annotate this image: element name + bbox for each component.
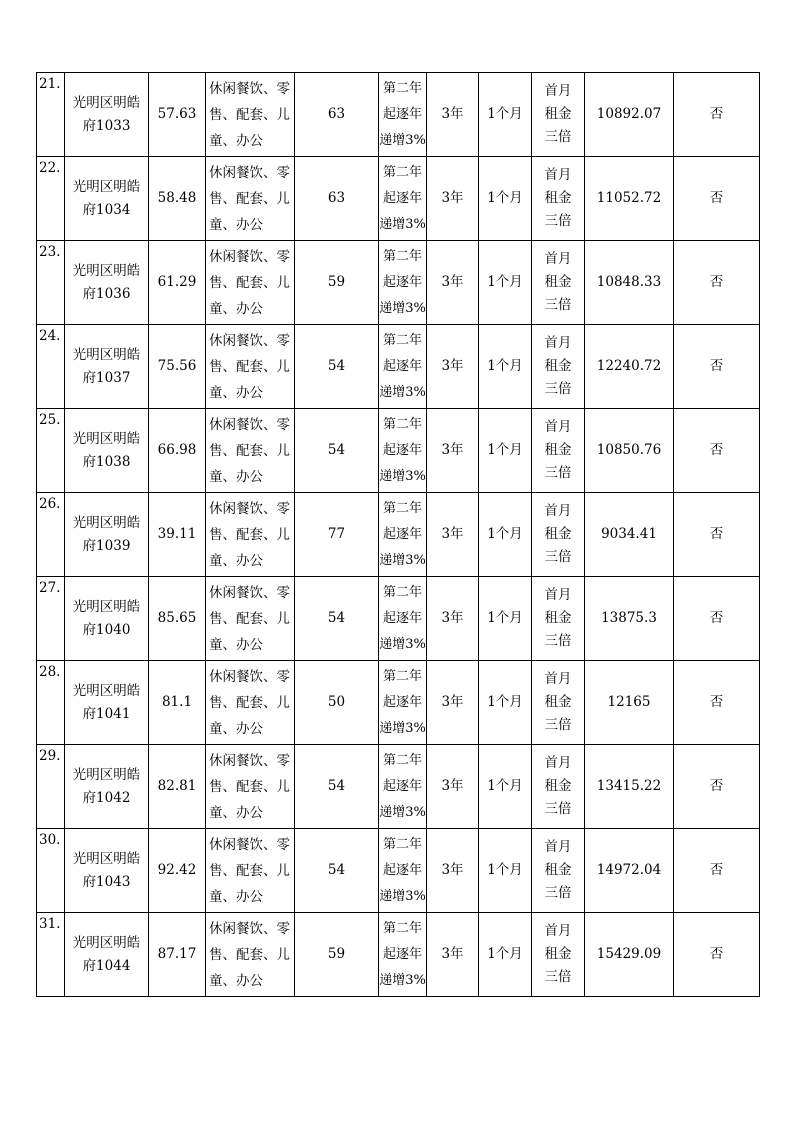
area-value: 82.81 [157,778,197,794]
usage-text: 休闲餐饮、零售、配套、儿童、办公 [209,836,290,905]
increase-cell [379,157,427,241]
row-index: 26. [39,496,61,512]
monthly-rent: 10850.76 [596,442,662,458]
row-index: 30. [39,832,61,848]
table-row [37,913,760,997]
unit-name: 光明区明皓府1040 [72,598,141,638]
area-cell [149,745,206,829]
deposit-text: 首月租金三倍 [544,419,572,481]
unit-price: 63 [327,190,346,206]
area-cell [149,577,206,661]
deposit-text: 首月租金三倍 [544,923,572,985]
term-cell [427,913,479,997]
unit-price-cell [295,829,379,913]
monthly-rent: 12165 [607,694,651,710]
unit-name-cell [65,493,149,577]
unit-name-cell [65,73,149,157]
unit-name-cell [65,409,149,493]
unit-name-cell [65,745,149,829]
increase-text: 第二年起逐年递增3% [379,416,426,484]
unit-name-cell [65,661,149,745]
usage-cell [206,157,295,241]
unit-price: 54 [327,358,346,374]
increase-text: 第二年起逐年递增3% [379,584,426,652]
deposit-cell [532,829,585,913]
row-index-cell [37,409,65,493]
monthly-rent-cell [585,661,674,745]
monthly-rent: 13875.3 [601,610,657,626]
area-value: 81.1 [161,694,193,710]
free-period-cell [479,829,532,913]
deposit-cell [532,409,585,493]
free-period: 1个月 [487,106,523,122]
row-index-cell [37,325,65,409]
increase-text: 第二年起逐年递增3% [379,752,426,820]
increase-text: 第二年起逐年递增3% [379,668,426,736]
row-index-cell [37,745,65,829]
monthly-rent-cell [585,913,674,997]
free-period: 1个月 [487,358,523,374]
table-row [37,157,760,241]
unit-price-cell [295,493,379,577]
deposit-cell [532,73,585,157]
term-cell [427,409,479,493]
free-period: 1个月 [487,190,523,206]
flag-value: 否 [709,526,724,542]
deposit-cell [532,577,585,661]
free-period: 1个月 [487,694,523,710]
row-index: 28. [39,664,61,680]
area-value: 92.42 [157,862,197,878]
monthly-rent: 14972.04 [596,862,662,878]
row-index-cell [37,829,65,913]
increase-text: 第二年起逐年递增3% [379,164,426,232]
monthly-rent-cell [585,73,674,157]
monthly-rent: 12240.72 [596,358,662,374]
unit-price-cell [295,73,379,157]
deposit-text: 首月租金三倍 [544,671,572,733]
increase-cell [379,73,427,157]
deposit-text: 首月租金三倍 [544,83,572,145]
unit-name-cell [65,577,149,661]
usage-text: 休闲餐饮、零售、配套、儿童、办公 [209,248,290,317]
usage-cell [206,325,295,409]
free-period: 1个月 [487,778,523,794]
term-cell [427,157,479,241]
monthly-rent-cell [585,745,674,829]
term-cell [427,325,479,409]
unit-name: 光明区明皓府1044 [72,934,141,974]
unit-price-cell [295,409,379,493]
row-index: 27. [39,580,61,596]
monthly-rent: 11052.72 [596,190,662,206]
free-period-cell [479,913,532,997]
usage-text: 休闲餐饮、零售、配套、儿童、办公 [209,668,290,737]
monthly-rent-cell [585,325,674,409]
table-row [37,73,760,157]
flag-value: 否 [709,274,724,290]
unit-price: 63 [327,106,346,122]
area-cell [149,241,206,325]
row-index-cell [37,73,65,157]
unit-name: 光明区明皓府1036 [72,262,141,302]
unit-price-cell [295,745,379,829]
increase-cell [379,325,427,409]
unit-name-cell [65,913,149,997]
monthly-rent-cell [585,241,674,325]
area-cell [149,73,206,157]
increase-cell [379,493,427,577]
row-index: 23. [39,244,61,260]
usage-cell [206,409,295,493]
flag-value: 否 [709,862,724,878]
table-row [37,409,760,493]
usage-text: 休闲餐饮、零售、配套、儿童、办公 [209,752,290,821]
lease-term: 3年 [441,862,464,878]
table-row [37,829,760,913]
lease-term: 3年 [441,442,464,458]
unit-price: 50 [327,694,346,710]
unit-price: 54 [327,610,346,626]
unit-name: 光明区明皓府1042 [72,766,141,806]
flag-cell [674,577,760,661]
usage-cell [206,661,295,745]
table-row [37,577,760,661]
usage-cell [206,913,295,997]
unit-name-cell [65,829,149,913]
deposit-text: 首月租金三倍 [544,251,572,313]
increase-cell [379,913,427,997]
unit-name: 光明区明皓府1043 [72,850,141,890]
increase-text: 第二年起逐年递增3% [379,80,426,148]
lease-term: 3年 [441,946,464,962]
unit-price: 54 [327,442,346,458]
monthly-rent: 9034.41 [601,526,657,542]
row-index: 31. [39,916,61,932]
increase-cell [379,661,427,745]
usage-cell [206,829,295,913]
free-period-cell [479,157,532,241]
increase-cell [379,241,427,325]
area-value: 61.29 [157,274,197,290]
row-index-cell [37,157,65,241]
increase-text: 第二年起逐年递增3% [379,836,426,904]
lease-term: 3年 [441,694,464,710]
monthly-rent: 10892.07 [596,106,662,122]
monthly-rent-cell [585,829,674,913]
row-index-cell [37,241,65,325]
increase-cell [379,829,427,913]
unit-price-cell [295,157,379,241]
area-cell [149,409,206,493]
flag-value: 否 [709,610,724,626]
usage-cell [206,73,295,157]
area-cell [149,661,206,745]
row-index-cell [37,577,65,661]
lease-term: 3年 [441,106,464,122]
deposit-text: 首月租金三倍 [544,755,572,817]
term-cell [427,493,479,577]
deposit-text: 首月租金三倍 [544,335,572,397]
free-period: 1个月 [487,442,523,458]
free-period-cell [479,745,532,829]
monthly-rent-cell [585,157,674,241]
unit-name: 光明区明皓府1033 [72,94,141,134]
unit-price-cell [295,577,379,661]
term-cell [427,241,479,325]
table-row [37,493,760,577]
usage-cell [206,241,295,325]
term-cell [427,577,479,661]
free-period: 1个月 [487,946,523,962]
free-period-cell [479,73,532,157]
monthly-rent: 10848.33 [596,274,662,290]
unit-price: 77 [327,526,346,542]
row-index: 25. [39,412,61,428]
row-index: 21. [39,76,61,92]
table-row [37,661,760,745]
lease-listing-table [36,72,760,997]
row-index-cell [37,913,65,997]
flag-value: 否 [709,106,724,122]
deposit-cell [532,493,585,577]
lease-term: 3年 [441,274,464,290]
increase-text: 第二年起逐年递增3% [379,332,426,400]
free-period-cell [479,661,532,745]
term-cell [427,73,479,157]
table-row [37,241,760,325]
row-index: 24. [39,328,61,344]
monthly-rent: 15429.09 [596,946,662,962]
flag-value: 否 [709,358,724,374]
deposit-cell [532,745,585,829]
deposit-cell [532,661,585,745]
unit-price: 54 [327,778,346,794]
unit-price-cell [295,661,379,745]
free-period: 1个月 [487,862,523,878]
free-period-cell [479,241,532,325]
area-value: 85.65 [157,610,197,626]
free-period-cell [479,577,532,661]
area-value: 75.56 [157,358,197,374]
unit-name-cell [65,241,149,325]
flag-cell [674,157,760,241]
flag-cell [674,493,760,577]
usage-text: 休闲餐饮、零售、配套、儿童、办公 [209,332,290,401]
lease-term: 3年 [441,526,464,542]
lease-term: 3年 [441,610,464,626]
unit-name: 光明区明皓府1039 [72,514,141,554]
deposit-text: 首月租金三倍 [544,167,572,229]
deposit-cell [532,241,585,325]
term-cell [427,829,479,913]
usage-text: 休闲餐饮、零售、配套、儿童、办公 [209,584,290,653]
row-index: 29. [39,748,61,764]
monthly-rent-cell [585,577,674,661]
unit-name-cell [65,325,149,409]
usage-text: 休闲餐饮、零售、配套、儿童、办公 [209,80,290,149]
area-value: 57.63 [157,106,197,122]
increase-text: 第二年起逐年递增3% [379,500,426,568]
area-cell [149,829,206,913]
flag-cell [674,913,760,997]
free-period-cell [479,409,532,493]
area-cell [149,493,206,577]
flag-cell [674,745,760,829]
term-cell [427,745,479,829]
usage-text: 休闲餐饮、零售、配套、儿童、办公 [209,500,290,569]
unit-name-cell [65,157,149,241]
unit-price-cell [295,325,379,409]
deposit-cell [532,913,585,997]
increase-cell [379,577,427,661]
flag-cell [674,325,760,409]
flag-value: 否 [709,694,724,710]
deposit-cell [532,157,585,241]
increase-cell [379,745,427,829]
flag-value: 否 [709,946,724,962]
flag-value: 否 [709,778,724,794]
flag-cell [674,409,760,493]
unit-price-cell [295,913,379,997]
deposit-cell [532,325,585,409]
free-period-cell [479,325,532,409]
usage-cell [206,577,295,661]
unit-price: 54 [327,862,346,878]
lease-term: 3年 [441,778,464,794]
row-index-cell [37,661,65,745]
area-cell [149,157,206,241]
flag-value: 否 [709,190,724,206]
free-period: 1个月 [487,526,523,542]
usage-cell [206,745,295,829]
area-value: 66.98 [157,442,197,458]
area-value: 39.11 [157,526,197,542]
unit-name: 光明区明皓府1038 [72,430,141,470]
table-row [37,325,760,409]
increase-cell [379,409,427,493]
flag-value: 否 [709,442,724,458]
area-cell [149,325,206,409]
deposit-text: 首月租金三倍 [544,503,572,565]
usage-text: 休闲餐饮、零售、配套、儿童、办公 [209,920,290,989]
area-value: 58.48 [157,190,197,206]
area-value: 87.17 [157,946,197,962]
free-period-cell [479,493,532,577]
increase-text: 第二年起逐年递增3% [379,248,426,316]
term-cell [427,661,479,745]
monthly-rent-cell [585,409,674,493]
usage-cell [206,493,295,577]
free-period: 1个月 [487,274,523,290]
monthly-rent-cell [585,493,674,577]
free-period: 1个月 [487,610,523,626]
row-index-cell [37,493,65,577]
flag-cell [674,829,760,913]
row-index: 22. [39,160,61,176]
unit-price: 59 [327,274,346,290]
area-cell [149,913,206,997]
deposit-text: 首月租金三倍 [544,839,572,901]
unit-price: 59 [327,946,346,962]
lease-term: 3年 [441,358,464,374]
monthly-rent: 13415.22 [596,778,662,794]
unit-name: 光明区明皓府1037 [72,346,141,386]
flag-cell [674,73,760,157]
deposit-text: 首月租金三倍 [544,587,572,649]
flag-cell [674,241,760,325]
table-row [37,745,760,829]
usage-text: 休闲餐饮、零售、配套、儿童、办公 [209,164,290,233]
unit-name: 光明区明皓府1041 [72,682,141,722]
flag-cell [674,661,760,745]
increase-text: 第二年起逐年递增3% [379,920,426,988]
lease-term: 3年 [441,190,464,206]
usage-text: 休闲餐饮、零售、配套、儿童、办公 [209,416,290,485]
unit-name: 光明区明皓府1034 [72,178,141,218]
table-body [37,73,760,997]
unit-price-cell [295,241,379,325]
